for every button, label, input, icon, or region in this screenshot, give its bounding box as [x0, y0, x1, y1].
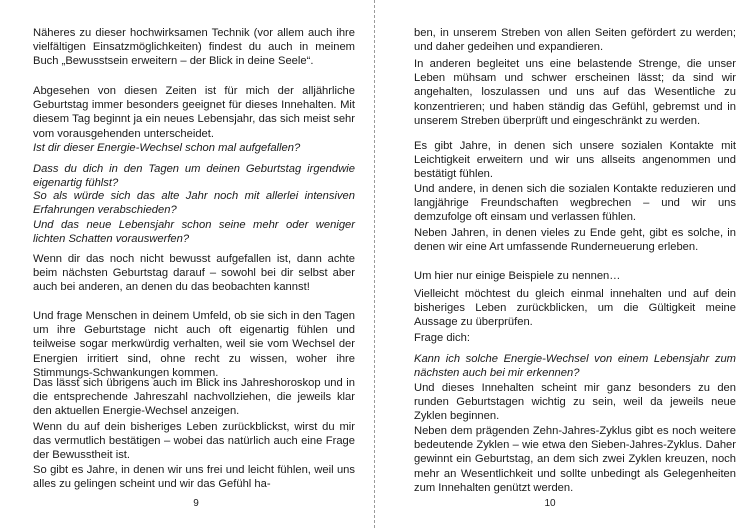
paragraph: Wenn dir das noch nicht bewusst aufgefallen ist, dann achte beim nächsten Geburtstag darauf – sowohl bei dir selbst aber auch bei anderen, an denen du das beobachten kannst!	[33, 253, 355, 294]
page-number: 9	[193, 498, 199, 509]
paragraph: Um hier nur einige Beispiele zu nennen…	[414, 270, 621, 282]
paragraph-question: Dass du dich in den Tagen um deinen Geburtstag irgendwie eigenartig fühlst?	[33, 163, 355, 190]
paragraph: Es gibt Jahre, in denen sich unsere sozialen Kontakte mit Leichtigkeit erweitern und wir uns allseits angenommen und bestätigt fühlen.	[414, 140, 736, 181]
paragraph: Wenn du auf dein bisheriges Leben zurückblickst, wirst du mir das vermutlich bestätigen – wobei das natürlich auch eine Frage der Bewusstheit ist.	[33, 421, 355, 462]
paragraph: ben, in unserem Streben von allen Seiten gefördert zu werden; und daher gedeihen und expandieren.	[414, 27, 736, 54]
paragraph-question: Ist dir dieser Energie-Wechsel schon mal aufgefallen?	[33, 142, 301, 154]
paragraph-question: Und das neue Lebensjahr schon seine mehr oder weniger lichten Schatten vorauswerfen?	[33, 219, 355, 246]
paragraph: Neben dem prägenden Zehn-Jahres-Zyklus gibt es noch weitere bedeutende Zyklen – wie etwa den Sieben-Jahres-Zyklus. Daher gewinnt ein Geburtstag, an dem sich zwei Zyklen kreuzen, noch mehr an Wesentlichkeit und sollte unbedingt als Gelegenheiten zum Innehalten genützt werden.	[414, 425, 736, 494]
paragraph: Näheres zu dieser hochwirksamen Technik (vor allem auch ihre vielfältigen Einsatzmöglichkeiten) findest du auch in meinem Buch „Bewusstsein erweitern – der Blick in deine Seele“.	[33, 27, 355, 68]
right-page	[414, 0, 736, 528]
paragraph: Das lässt sich übrigens auch im Blick ins Jahreshoroskop und in die entsprechende Jahreszahl nachvollziehen, die jeweils klar den aktuellen Energie-Wechsel anzeigen.	[33, 377, 355, 418]
paragraph: Frage dich:	[414, 332, 470, 344]
paragraph: Neben Jahren, in denen vieles zu Ende geht, gibt es solche, in denen wir eine Art umfassende Runderneuerung erleben.	[414, 227, 736, 254]
paragraph: Und dieses Innehalten scheint mir ganz besonders zu den runden Geburtstagen wichtig zu sein, weil da jeweils neue Zyklen beginnen.	[414, 382, 736, 423]
left-page	[33, 0, 355, 528]
paragraph: Abgesehen von diesen Zeiten ist für mich der alljährliche Geburtstag immer besonders geeignet für dieses Innehalten. Mit diesem Tag beginnt ja ein neues Lebensjahr, das sich meist sehr vom vorausgehenden unterscheidet.	[33, 85, 355, 140]
page-divider	[374, 0, 375, 528]
paragraph: Vielleicht möchtest du gleich einmal innehalten und auf dein bisheriges Leben zurückblicken, um die Gültigkeit meine Aussage zu überprüfen.	[414, 288, 736, 329]
paragraph: Und andere, in denen sich die sozialen Kontakte reduzieren und langjährige Freundschaften wegbrechen – und wir uns demzufolge oft einsam und verlassen fühlen.	[414, 183, 736, 224]
paragraph: So gibt es Jahre, in denen wir uns frei und leicht fühlen, weil uns alles zu gelingen scheint und wir das Gefühl ha-	[33, 464, 355, 491]
paragraph: In anderen begleitet uns eine belastende Strenge, die unser Leben mühsam und schwer erscheinen lässt; da sind wir angehalten, loszulassen und uns auf das Wesentliche zu konzentrieren; und haben ständig das Gefühl, gebremst und in unserem Streben überprüft und eingeschränkt zu werden.	[414, 58, 736, 127]
page-number: 10	[544, 498, 556, 509]
paragraph-question: Kann ich solche Energie-Wechsel von einem Lebensjahr zum nächsten auch bei mir erkennen?	[414, 353, 736, 380]
paragraph-question: So als würde sich das alte Jahr noch mit allerlei intensiven Erfahrungen verabschieden?	[33, 190, 355, 217]
paragraph: Und frage Menschen in deinem Umfeld, ob sie sich in den Tagen um ihre Geburtstage nicht auch oft eigenartig fühlen und teilweise sogar merkwürdig verhalten, weil sie vom Wechsel der Energien irritiert sind, ohne recht zu wissen, woher ihre Stimmungs-Schwankungen kommen.	[33, 310, 355, 379]
